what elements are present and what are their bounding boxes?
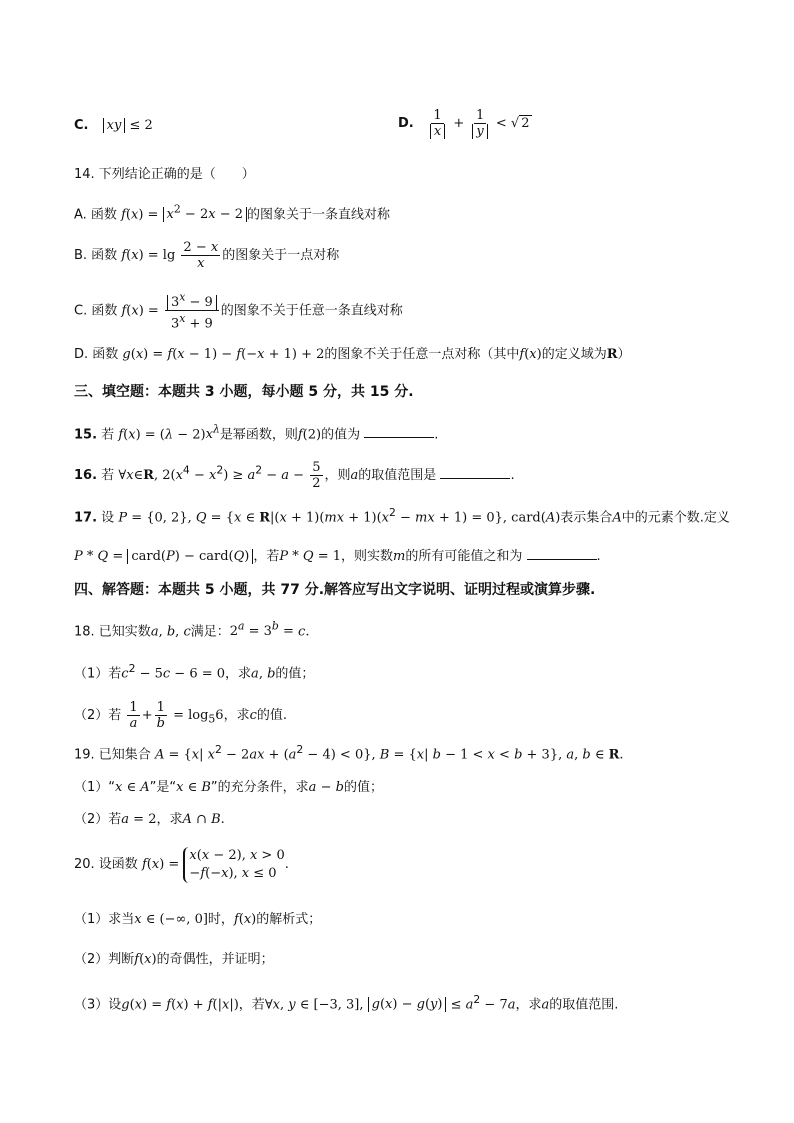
q20-stem: 20. 设函数 f(x) = x(x − 2), x > 0 −f(−x), x ≤ 0 . [74, 847, 289, 881]
math-frac-1-abs-y: $\frac{1}{y}$ [470, 108, 489, 139]
q18-part2: （2）若 $\frac{1}{a}$ + $\frac{1}{b}$ = $\log_56$，求c的值. [74, 700, 288, 731]
math-frac-1-abs-x: $\frac{1}{x}$ [428, 108, 447, 139]
q20-part2: （2）判断f(x)的奇偶性，并证明； [74, 952, 274, 967]
answer-blank[interactable] [440, 464, 510, 479]
math-frac: $\frac{1}{b}$ [156, 700, 165, 731]
q19-part1: （1）“x ∈ A”是“x ∈ B”的充分条件，求a − b的值； [74, 780, 383, 795]
math-frac: $\frac{1}{a}$ [129, 700, 138, 731]
q13-option-d: D. $\frac{1}{x}$ + $\frac{1}{y}$ < √ 2 [398, 108, 530, 139]
q14-option-d: D. 函数 g(x) = f(x − 1) − f(−x + 1) + 2的图象不关于任意一点对称（其中f(x)的定义域为R） [74, 347, 631, 362]
option-d-label: D. [398, 116, 414, 131]
math-abs-xy: xy [103, 118, 126, 133]
math-frac: $\frac{2 - x}{x}$ [183, 240, 219, 271]
q14-stem: 14. 下列结论正确的是（ ） [74, 167, 255, 182]
q14-option-a: A. 函数 $f(x) = x^2 - 2x - 2$ 的图象关于一条直线对称 [74, 203, 391, 223]
option-c-label: C. [74, 118, 89, 133]
q16: 16. 若 ∀x∈R, $2(x^4 - x^2) \ge a^2 - a$ − $\frac{5}{2}$ ，则a的取值范围是 . [74, 460, 515, 491]
q14-option-b: B. 函数 f(x) = lg $\frac{2 - x}{x}$ 的图象关于一点对称 [74, 240, 340, 271]
q19-stem: 19. 已知集合 A = {x| $x^2 - 2ax + (a^2 - 4) < 0$}, B = {x| b − 1 < x < b + 3}, a, b ∈ R. [74, 743, 624, 763]
q20-part1: （1）求当x ∈ (−∞, 0]时，f(x)的解析式； [74, 912, 322, 927]
q15: 15. 若 $f(x) = (\lambda - 2)x^\lambda$是幂函数，则f(2)的值为 . [74, 423, 439, 443]
q13-option-c: C. xy ≤ 2 [74, 118, 153, 133]
math-frac: $\frac{3^x - 9}{3^x + 9}$ [165, 290, 219, 332]
q17-line2: P * Q = card(P) − card(Q) ，若P * Q = 1，则实数m的所有可能值之和为 . [74, 545, 601, 567]
q19-part2: （2）若a = 2，求A ∩ B. [74, 812, 225, 827]
q18-stem: 18. 已知实数a, b, c满足：$2^a = 3^b = c$. [74, 620, 310, 640]
q17-line1: 17. 设 P = {0, 2}, Q = {x ∈ $R|(x + 1)(mx + 1)(x^2$ − mx + 1) = 0}, card(A)表示集合A中的元素个数.定义 [74, 506, 730, 526]
answer-blank[interactable] [527, 545, 597, 560]
answer-blank[interactable] [364, 423, 434, 438]
math-frac: $\frac{5}{2}$ [312, 460, 321, 491]
q18-part1: （1）若$c^2 - 5c - 6 = 0$，求a, b的值； [74, 662, 315, 682]
piecewise-brace: x(x − 2), x > 0 −f(−x), x ≤ 0 [183, 847, 284, 883]
section-3-heading: 三、填空题：本题共 3 小题，每小题 5 分，共 15 分. [74, 384, 414, 400]
q14-option-c: C. 函数 f(x) = $\frac{3^x - 9}{3^x + 9}$ 的图象不关于任意一条直线对称 [74, 291, 403, 332]
q20-part3: （3）设g(x) = f(x) + f(|x|)，若∀x, y ∈ [−3, 3], $g(x) - g(y) \le a^2 - 7a$，求a的取值范围. [74, 993, 619, 1013]
math-expr: f [121, 207, 126, 223]
section-4-heading: 四、解答题：本题共 5 小题，共 77 分.解答应写出文字说明、证明过程或演算步骤. [74, 582, 596, 598]
